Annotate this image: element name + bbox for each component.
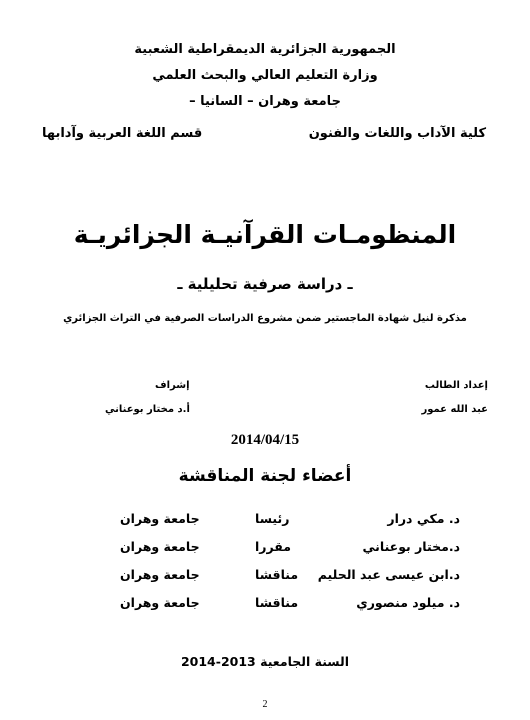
- member-name: د. مكي درار: [387, 511, 460, 526]
- supervisor-name: أ.د مختار بوعناني: [105, 404, 190, 415]
- republic-line: الجمهورية الجزائرية الديمقراطية الشعبية: [134, 42, 396, 57]
- academic-year: السنة الجامعية 2013-2014: [180, 654, 350, 669]
- member-role: مناقشا: [255, 567, 299, 582]
- member-affiliation: جامعة وهران: [120, 595, 200, 610]
- member-role: رئيسا: [255, 511, 290, 526]
- thesis-note: مذكرة لنيل شهادة الماجستير ضمن مشروع الدراسات الصرفية في التراث الجزائري: [63, 313, 467, 324]
- thesis-subtitle: ـ دراسة صرفية تحليلية ـ: [177, 275, 353, 293]
- defense-date: 2014/04/15: [230, 432, 300, 448]
- ministry-line: وزارة التعليم العالي والبحث العلمي: [152, 68, 378, 83]
- member-role: مقررا: [255, 539, 291, 554]
- faculty-line: كلية الآداب واللغات والفنون: [308, 126, 486, 141]
- member-name: د.ابن عيسى عبد الحليم: [317, 567, 460, 582]
- student-label: إعداد الطالب: [424, 380, 488, 391]
- member-name: د.مختار بوعناني: [362, 539, 460, 554]
- university-line: جامعة وهران – السانيا –: [189, 94, 341, 109]
- member-affiliation: جامعة وهران: [120, 567, 200, 582]
- member-name: د. ميلود منصوري: [356, 595, 460, 610]
- thesis-title: المنظومـات القرآنيـة الجزائريـة: [73, 220, 457, 249]
- committee-heading: أعضاء لجنة المناقشة: [178, 466, 352, 486]
- student-name: عبد الله عمور: [421, 404, 488, 415]
- member-role: مناقشا: [255, 595, 299, 610]
- member-affiliation: جامعة وهران: [120, 511, 200, 526]
- page-number: 2: [262, 699, 268, 710]
- department-line: قسم اللغة العربية وآدابها: [42, 126, 203, 141]
- member-affiliation: جامعة وهران: [120, 539, 200, 554]
- supervisor-label: إشراف: [155, 380, 190, 391]
